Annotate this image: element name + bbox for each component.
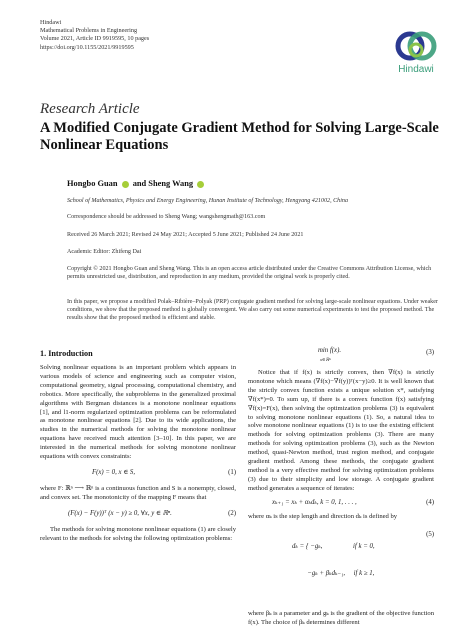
paragraph: Notice that if f(x) is strictly convex, then ∇f(x) is strictly monotone which means (∇f(x)−∇f(y))ᵀ(x−y)≥0. It is well known that the strictly convex function exists a unique solution x*, satisfying ∇f(x*)=0. To sum up, if there is a convex function f(x) satisfying ∇f(x)=F(x), then solving the optimization problems (3) is equivalent to solving monotone nonlinear equations (1). So, a natural idea to solve monotone nonlinear equations (1) is to use the existing efficient methods for solving optimization problems (3). There are many methods for solving optimization problems (3), such as the Newton method, quasi-Newton method, trust region method, and conjugate gradient method. Among these methods, the conjugate gradient method is a very effective method for solving optimization problems (3) due to their simplicity and low storage. A conjugate gradient method generates a sequence of iterates: [248,369,434,492]
equation-text: F(x) = 0, x ∈ S, [92,468,136,476]
journal-name: Mathematical Problems in Engineering [40,27,138,35]
copyright-notice: Copyright © 2021 Hongbo Guan and Sheng Wang. This is an open access article distributed under the Creative Commons Attribution License, which permits unrestricted use, distribution, and reproduction in any medium, provided the original work is properly cited. [67,266,432,280]
correspondence: Correspondence should be addressed to Sheng Wang; wangshengmath@163.com [67,214,266,220]
article-title: A Modified Conjugate Gradient Method for Solving Large-Scale Nonlinear Equations [40,120,439,153]
author-name[interactable]: and Sheng Wang [132,179,194,188]
paragraph: where F: ℝⁿ ⟶ ℝⁿ is a continuous function and S is a nonempty, closed, and convex set. The monotonicity of the mapping F means that [40,484,236,501]
logo-text: Hindawi [398,64,434,75]
equation-number: (4) [426,498,434,506]
left-column [40,364,236,543]
publisher-name: Hindawi [40,19,62,26]
equation-2 [68,510,236,519]
equation-1 [92,469,236,478]
orcid-icon[interactable] [197,181,204,188]
equation-3 [318,347,434,363]
academic-editor: Academic Editor: Zhifeng Dai [67,249,142,255]
equation-line: dₖ = { −gₖ, if k = 0, [292,543,375,551]
equation-number: (2) [228,509,236,517]
paragraph: where αₖ is the step length and direction dₖ is defined by [248,512,398,520]
equation-number: (5) [426,530,434,538]
author-name[interactable]: Hongbo Guan [67,179,118,188]
equation-line: −gₖ + βₖdₖ₋₁, if k ≥ 1, [292,570,375,578]
hindawi-logo [388,30,444,78]
paragraph: The methods for solving monotone nonlinear equations (1) are closely relevant to the methods for solving the following optimization problems: [40,525,236,542]
equation-4 [272,499,434,508]
article-dates: Received 26 March 2021; Revised 24 May 2021; Accepted 5 June 2021; Published 24 June 2021 [67,232,304,238]
orcid-icon[interactable] [122,181,129,188]
equation-number: (3) [426,349,434,356]
right-column [248,347,434,627]
equation-text: xₖ₊₁ = xₖ + αₖdₖ, k = 0, 1, . . . , [272,498,357,506]
equation-text: (F(x) − F(y))ᵀ (x − y) ≥ 0, ∀x, y ∈ ℝⁿ. [68,509,172,517]
section-heading: 1. Introduction [40,349,93,358]
article-type: Research Article [40,101,140,117]
author-list [67,179,206,188]
doi-link[interactable]: https://doi.org/10.1155/2021/9919595 [40,43,134,51]
equation-5 [292,526,434,606]
paragraph: where βₖ is a parameter and gₖ is the gradient of the objective function f(x). The choice of βₖ determines different [248,609,434,626]
paragraph: Solving nonlinear equations is an important problem which appears in various models of science and engineering such as computer vision, computational geometry, signal processing, computational chemistry, and robotics. More specifically, the subproblems in the generalized proximal algorithms with Bergman distances is a monotone nonlinear equations [1], and l1-norm regularized optimization problems can be reformulated as monotone nonlinear equations [2]. Due to its wide applications, the studies in the numerical methods for solving the monotone nonlinear equations have received much attention [3–10]. In this paper, we are interested in the numerical methods for solving monotone nonlinear equations with convex constraints: [40,364,236,461]
equation-number: (1) [228,468,236,476]
hindawi-logo-icon [388,30,444,64]
abstract: In this paper, we propose a modified Polak–Ribière–Polyak (PRP) conjugate gradient method for solving large-scale nonlinear equations. Under weaker conditions, we show that the proposed method is globally convergent. We also carry out some numerical experiments to test the proposed method. The results show that the proposed method is efficient and stable. [67,299,438,321]
equation-text: min f(x). [318,347,342,354]
journal-info [40,19,149,52]
equation-subscript: x∈ℝⁿ [320,356,331,362]
affiliation: School of Mathematics, Physics and Energy Engineering, Hunan Institute of Technology, Hengyang 421002, China [67,198,349,204]
volume-info: Volume 2021, Article ID 9919595, 10 pages [40,35,150,43]
